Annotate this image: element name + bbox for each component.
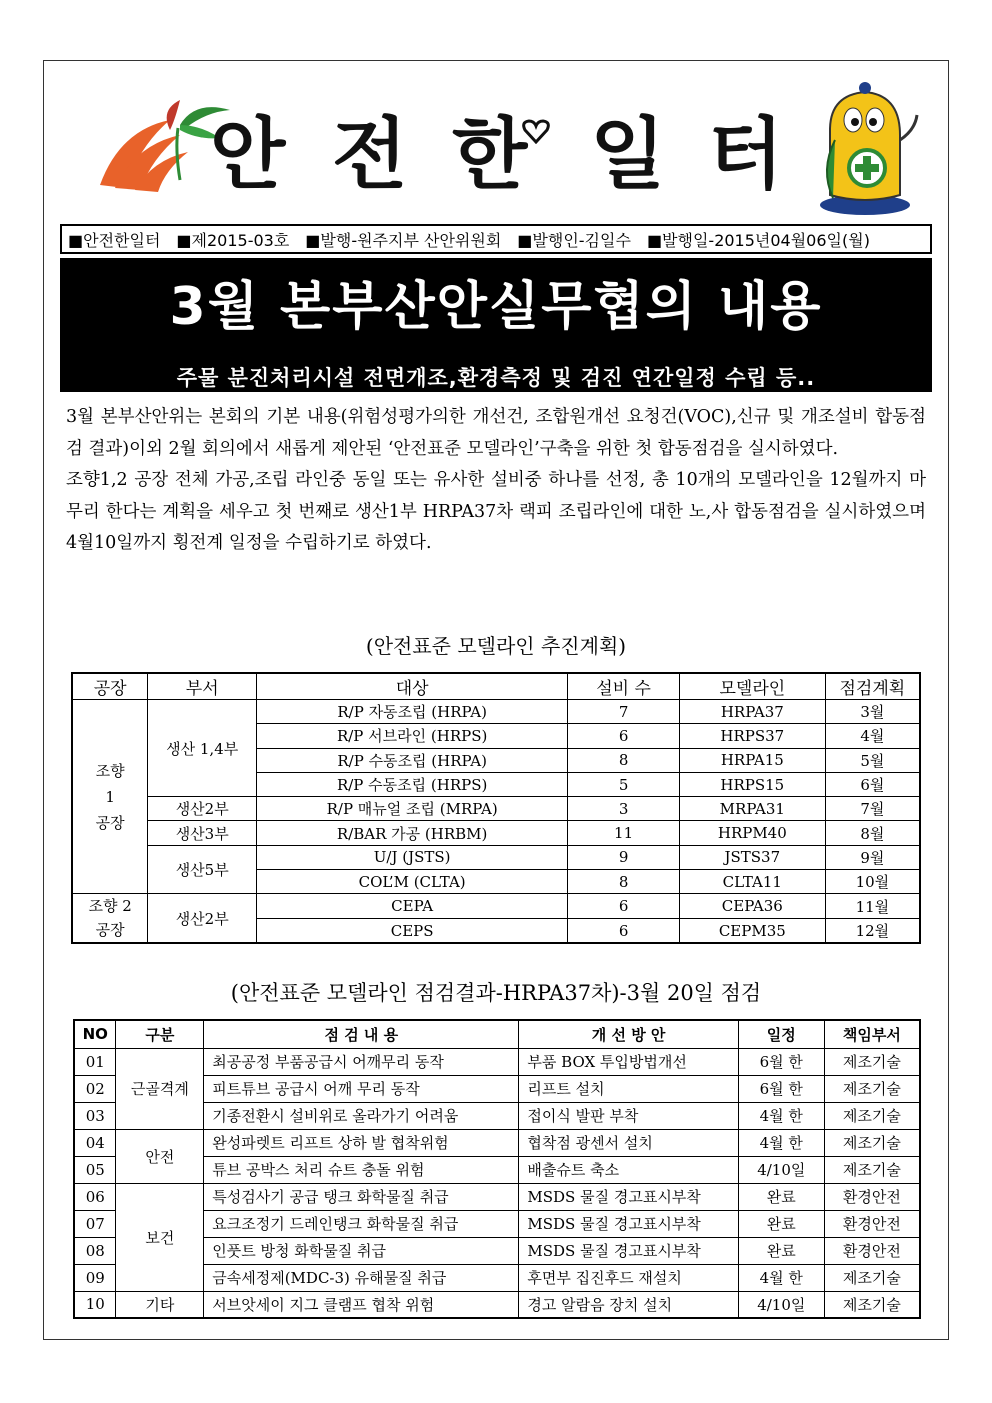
table-row bbox=[74, 1291, 920, 1318]
content-cell: 완성파렛트 리프트 상하 발 협착위험 bbox=[204, 1129, 519, 1156]
target-cell: R/BAR 가공 (HRBM) bbox=[257, 821, 568, 845]
schedule-cell: 4월 한 bbox=[738, 1129, 824, 1156]
column-header: 구분 bbox=[116, 1020, 204, 1048]
no-cell: 10 bbox=[74, 1291, 116, 1318]
target-cell: R/P 매뉴얼 조립 (MRPA) bbox=[257, 797, 568, 821]
target-cell: CEPS bbox=[257, 919, 568, 944]
headline-title: 3월 본부산안실무협의 내용 bbox=[169, 277, 823, 337]
target-cell: R/P 자동조립 (HRPA) bbox=[257, 700, 568, 724]
issue-number: ■제2015-03호 bbox=[176, 230, 290, 250]
dept-cell: 생산2부 bbox=[148, 894, 257, 944]
column-header: 대상 bbox=[257, 673, 568, 700]
improvement-cell: 리프트 설치 bbox=[519, 1075, 738, 1102]
content-cell: 피트튜브 공급시 어깨 무리 동작 bbox=[204, 1075, 519, 1102]
publisher: ■발행-원주지부 산안위원회 bbox=[305, 230, 502, 250]
improvement-cell: 후면부 집진후드 재설치 bbox=[519, 1264, 738, 1291]
headline-subtitle: 주물 분진처리시설 전면개조,환경측정 및 검진 연간일정 수립 등.. bbox=[176, 366, 816, 390]
model-line-cell: HRPM40 bbox=[679, 821, 825, 845]
plan-month-cell: 8월 bbox=[825, 821, 920, 845]
target-cell: R/P 수동조립 (HRPA) bbox=[257, 748, 568, 772]
count-cell: 3 bbox=[568, 797, 680, 821]
improvement-cell: MSDS 물질 경고표시부착 bbox=[519, 1183, 738, 1210]
plan-month-cell: 4월 bbox=[825, 724, 920, 748]
dept-cell: 생산5부 bbox=[148, 845, 257, 894]
category-cell: 보건 bbox=[116, 1183, 204, 1291]
column-header: 책임부서 bbox=[824, 1020, 920, 1048]
plan-table-caption: (안전표준 모델라인 추진계획) bbox=[365, 634, 627, 658]
plan-month-cell: 10월 bbox=[825, 870, 920, 894]
count-cell: 9 bbox=[568, 845, 680, 869]
masthead bbox=[60, 80, 932, 220]
count-cell: 6 bbox=[568, 724, 680, 748]
safety-mascot-icon bbox=[805, 80, 925, 220]
column-header: NO bbox=[74, 1020, 116, 1048]
dept-cell: 제조기술 bbox=[824, 1129, 920, 1156]
publish-date: ■발행일-2015년04월06일(월) bbox=[646, 230, 870, 250]
newsletter-name: ■안전한일터 bbox=[68, 230, 161, 250]
dept-cell: 제조기술 bbox=[824, 1075, 920, 1102]
content-cell: 서브앗세이 지그 클램프 협착 위험 bbox=[204, 1291, 519, 1318]
improvement-cell: MSDS 물질 경고표시부착 bbox=[519, 1237, 738, 1264]
plan-table bbox=[71, 672, 921, 944]
dept-cell: 제조기술 bbox=[824, 1048, 920, 1075]
improvement-cell: 접이식 발판 부착 bbox=[519, 1102, 738, 1129]
result-table-caption: (안전표준 모델라인 점검결과-HRPA37차)-3월 20일 점검 bbox=[230, 981, 762, 1005]
title-char: 일 bbox=[590, 110, 666, 200]
no-cell: 05 bbox=[74, 1156, 116, 1183]
model-line-cell: JSTS37 bbox=[679, 845, 825, 869]
no-cell: 06 bbox=[74, 1183, 116, 1210]
improvement-cell: 협착점 광센서 설치 bbox=[519, 1129, 738, 1156]
improvement-cell: MSDS 물질 경고표시부착 bbox=[519, 1210, 738, 1237]
column-header: 설비 수 bbox=[568, 673, 680, 700]
publisher-person: ■발행인-김일수 bbox=[517, 230, 631, 250]
content-cell: 기종전환시 설비위로 올라가기 어려움 bbox=[204, 1102, 519, 1129]
table-row bbox=[72, 700, 920, 724]
table-row bbox=[72, 845, 920, 869]
no-cell: 03 bbox=[74, 1102, 116, 1129]
schedule-cell: 6월 한 bbox=[738, 1075, 824, 1102]
improvement-cell: 배출슈트 축소 bbox=[519, 1156, 738, 1183]
content-cell: 튜브 공박스 처리 슈트 충돌 위험 bbox=[204, 1156, 519, 1183]
model-line-cell: CEPA36 bbox=[679, 894, 825, 919]
content-cell: 요크조정기 드레인탱크 화학물질 취급 bbox=[204, 1210, 519, 1237]
schedule-cell: 완료 bbox=[738, 1210, 824, 1237]
table-row bbox=[72, 894, 920, 919]
content-cell: 금속세정제(MDC-3) 유해물질 취급 bbox=[204, 1264, 519, 1291]
no-cell: 02 bbox=[74, 1075, 116, 1102]
plan-month-cell: 5월 bbox=[825, 748, 920, 772]
plan-month-cell: 11월 bbox=[825, 894, 920, 919]
title-char: 전 bbox=[332, 110, 408, 200]
plan-month-cell: 3월 bbox=[825, 700, 920, 724]
article-paragraph: 조향1,2 공장 전체 가공,조립 라인중 동일 또는 유사한 설비중 하나를 선정, 총 10개의 모델라인을 12월까지 마무리 한다는 계획을 세우고 첫 번째로 생산1부 HRPA37차 랙피 조립라인에 대한 노,사 합동점검을 실시하였으며 4월10일까지 횡전계 일정을 수립하기로 하였다. bbox=[66, 470, 926, 553]
schedule-cell: 4월 한 bbox=[738, 1264, 824, 1291]
column-header: 개 선 방 안 bbox=[519, 1020, 738, 1048]
title-char: 안 bbox=[210, 110, 286, 200]
model-line-cell: HRPA15 bbox=[679, 748, 825, 772]
content-cell: 특성검사기 공급 탱크 화학물질 취급 bbox=[204, 1183, 519, 1210]
heart-icon bbox=[522, 118, 550, 144]
dept-cell: 생산3부 bbox=[148, 821, 257, 845]
column-header: 부서 bbox=[148, 673, 257, 700]
dept-cell: 환경안전 bbox=[824, 1210, 920, 1237]
target-cell: CEPA bbox=[257, 894, 568, 919]
issue-info-bar bbox=[60, 224, 932, 254]
count-cell: 8 bbox=[568, 870, 680, 894]
schedule-cell: 4/10일 bbox=[738, 1291, 824, 1318]
column-header: 모델라인 bbox=[679, 673, 825, 700]
category-cell: 기타 bbox=[116, 1291, 204, 1318]
table-header-row bbox=[74, 1020, 920, 1048]
count-cell: 8 bbox=[568, 748, 680, 772]
dept-cell: 제조기술 bbox=[824, 1264, 920, 1291]
title-char: 한 bbox=[452, 110, 528, 200]
category-cell: 근골격계 bbox=[116, 1048, 204, 1129]
schedule-cell: 완료 bbox=[738, 1183, 824, 1210]
column-header: 일정 bbox=[738, 1020, 824, 1048]
dept-cell: 제조기술 bbox=[824, 1156, 920, 1183]
model-line-cell: CEPM35 bbox=[679, 919, 825, 944]
no-cell: 09 bbox=[74, 1264, 116, 1291]
headline-banner bbox=[60, 258, 932, 392]
table-row bbox=[72, 821, 920, 845]
dept-cell: 환경안전 bbox=[824, 1183, 920, 1210]
count-cell: 7 bbox=[568, 700, 680, 724]
model-line-cell: CLTA11 bbox=[679, 870, 825, 894]
model-line-cell: HRPA37 bbox=[679, 700, 825, 724]
no-cell: 07 bbox=[74, 1210, 116, 1237]
schedule-cell: 완료 bbox=[738, 1237, 824, 1264]
target-cell: U/J (JSTS) bbox=[257, 845, 568, 869]
title-char: 터 bbox=[708, 110, 784, 200]
model-line-cell: MRPA31 bbox=[679, 797, 825, 821]
dept-cell: 생산 1,4부 bbox=[148, 700, 257, 797]
no-cell: 04 bbox=[74, 1129, 116, 1156]
column-header: 점검계획 bbox=[825, 673, 920, 700]
table-row bbox=[74, 1183, 920, 1210]
article-body bbox=[66, 402, 926, 560]
plant-cell: 조향 1 공장 bbox=[72, 700, 148, 894]
result-table bbox=[73, 1019, 921, 1319]
plan-month-cell: 7월 bbox=[825, 797, 920, 821]
dept-cell: 제조기술 bbox=[824, 1102, 920, 1129]
schedule-cell: 4월 한 bbox=[738, 1102, 824, 1129]
article-paragraph: 3월 본부산안위는 본회의 기본 내용(위험성평가의한 개선건, 조합원개선 요청건(VOC),신규 및 개조설비 합동점검 결과)이외 2월 회의에서 새롭게 제안된 ‘안전표준 모델라인’구축을 위한 첫 합동점검을 실시하였다. bbox=[66, 407, 926, 459]
table-row bbox=[74, 1129, 920, 1156]
target-cell: R/P 수동조립 (HRPS) bbox=[257, 772, 568, 796]
dept-cell: 생산2부 bbox=[148, 797, 257, 821]
improvement-cell: 부품 BOX 투입방법개선 bbox=[519, 1048, 738, 1075]
count-cell: 5 bbox=[568, 772, 680, 796]
column-header: 점 검 내 용 bbox=[204, 1020, 519, 1048]
no-cell: 01 bbox=[74, 1048, 116, 1075]
target-cell: COL’M (CLTA) bbox=[257, 870, 568, 894]
count-cell: 6 bbox=[568, 894, 680, 919]
plan-month-cell: 6월 bbox=[825, 772, 920, 796]
schedule-cell: 6월 한 bbox=[738, 1048, 824, 1075]
improvement-cell: 경고 알람음 장치 설치 bbox=[519, 1291, 738, 1318]
table-row bbox=[74, 1048, 920, 1075]
category-cell: 안전 bbox=[116, 1129, 204, 1183]
dept-cell: 제조기술 bbox=[824, 1291, 920, 1318]
no-cell: 08 bbox=[74, 1237, 116, 1264]
table-row bbox=[72, 797, 920, 821]
column-header: 공장 bbox=[72, 673, 148, 700]
content-cell: 최공공정 부품공급시 어깨무리 동작 bbox=[204, 1048, 519, 1075]
content-cell: 인풋트 방청 화학물질 취급 bbox=[204, 1237, 519, 1264]
plant-cell: 조향 2 공장 bbox=[72, 894, 148, 944]
count-cell: 11 bbox=[568, 821, 680, 845]
dept-cell: 환경안전 bbox=[824, 1237, 920, 1264]
target-cell: R/P 서브라인 (HRPS) bbox=[257, 724, 568, 748]
count-cell: 6 bbox=[568, 919, 680, 944]
model-line-cell: HRPS37 bbox=[679, 724, 825, 748]
table-header-row bbox=[72, 673, 920, 700]
model-line-cell: HRPS15 bbox=[679, 772, 825, 796]
plan-month-cell: 9월 bbox=[825, 845, 920, 869]
schedule-cell: 4/10일 bbox=[738, 1156, 824, 1183]
plan-month-cell: 12월 bbox=[825, 919, 920, 944]
